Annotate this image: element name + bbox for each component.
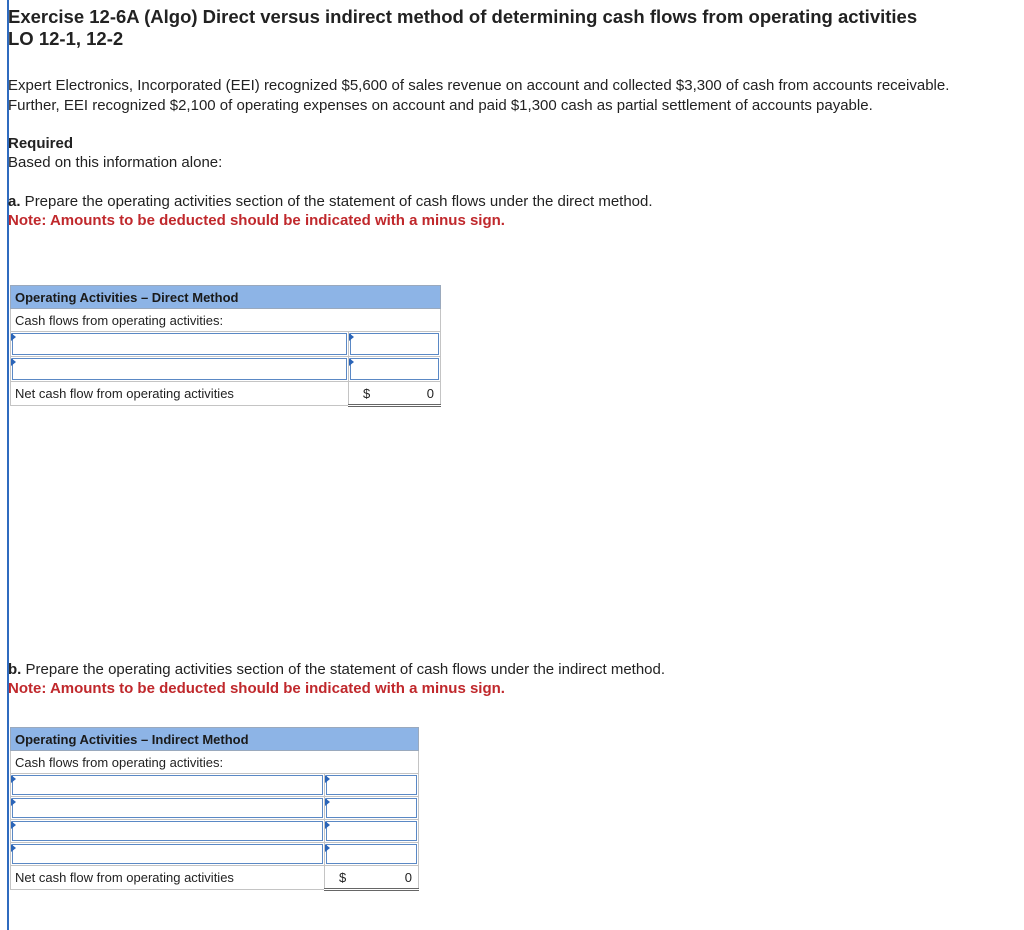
part-b-letter: b. xyxy=(8,661,22,678)
dropdown-flag-icon xyxy=(11,844,16,852)
problem-text: Expert Electronics, Incorporated (EEI) recognized $5,600 of sales revenue on account and collected $3,300 of cash from accounts receivable. Further, EEI recognized $2,100 of operating expenses on account and paid $1,300 cash as partial settlement of accounts payable. xyxy=(8,77,950,114)
indirect-row1-amount-input[interactable] xyxy=(325,774,419,797)
indirect-table-header: Operating Activities – Indirect Method xyxy=(11,728,419,751)
indirect-method-table xyxy=(10,727,419,891)
table-header-row xyxy=(11,286,441,309)
part-a-note: Note: Amounts to be deducted should be indicated with a minus sign. xyxy=(8,212,505,229)
table-row xyxy=(11,797,419,820)
part-b-text: Prepare the operating activities section of the statement of cash flows under the indirect method. xyxy=(21,661,666,678)
indirect-total-value: 0 xyxy=(404,869,412,885)
indirect-row1-label-input[interactable] xyxy=(11,774,325,797)
dropdown-flag-icon xyxy=(325,775,330,783)
direct-total-label: Net cash flow from operating activities xyxy=(11,382,349,406)
dropdown-flag-icon xyxy=(325,798,330,806)
direct-row1-label-input[interactable] xyxy=(11,332,349,357)
required-body: Based on this information alone: xyxy=(8,154,223,171)
table-row xyxy=(11,332,441,357)
table-subheader-row xyxy=(11,751,419,774)
direct-total-value: 0 xyxy=(426,385,435,401)
dropdown-flag-icon xyxy=(11,333,16,341)
part-b-instruction xyxy=(8,660,1008,679)
direct-row1-amount-input[interactable] xyxy=(349,332,441,357)
part-b-section xyxy=(8,660,1008,698)
indirect-row4-amount-input[interactable] xyxy=(325,843,419,866)
indirect-row3-label-input[interactable] xyxy=(11,820,325,843)
table-row xyxy=(11,820,419,843)
indirect-table-subheader: Cash flows from operating activities: xyxy=(11,751,419,774)
dropdown-flag-icon xyxy=(11,821,16,829)
dropdown-flag-icon xyxy=(325,844,330,852)
direct-total-currency: $ xyxy=(363,385,371,401)
direct-method-table xyxy=(10,285,441,407)
table-row xyxy=(11,357,441,382)
direct-table-header: Operating Activities – Direct Method xyxy=(11,286,441,309)
part-a-instruction xyxy=(8,192,1008,211)
exercise-title-line1: Exercise 12-6A (Algo) Direct versus indirect method of determining cash flows from operating activities xyxy=(8,6,918,27)
indirect-row3-amount-input[interactable] xyxy=(325,820,419,843)
indirect-row2-label-input[interactable] xyxy=(11,797,325,820)
indirect-total-currency: $ xyxy=(339,869,347,885)
table-subheader-row xyxy=(11,309,441,332)
direct-row2-amount-input[interactable] xyxy=(349,357,441,382)
exercise-content xyxy=(8,0,1008,230)
dropdown-flag-icon xyxy=(11,775,16,783)
table-row xyxy=(11,774,419,797)
part-b-note: Note: Amounts to be deducted should be indicated with a minus sign. xyxy=(8,680,505,697)
part-a-letter: a. xyxy=(8,193,21,210)
direct-table-subheader: Cash flows from operating activities: xyxy=(11,309,441,332)
direct-total-amount xyxy=(349,382,441,406)
indirect-row2-amount-input[interactable] xyxy=(325,797,419,820)
exercise-title-line2: LO 12-1, 12-2 xyxy=(8,28,124,49)
dropdown-flag-icon xyxy=(325,821,330,829)
total-row xyxy=(11,382,441,406)
exercise-title xyxy=(8,0,1008,50)
table-row xyxy=(11,843,419,866)
dropdown-flag-icon xyxy=(349,333,354,341)
dropdown-flag-icon xyxy=(349,358,354,366)
indirect-row4-label-input[interactable] xyxy=(11,843,325,866)
part-a-text: Prepare the operating activities section of the statement of cash flows under the direct method. xyxy=(20,193,653,210)
table-header-row xyxy=(11,728,419,751)
direct-row2-label-input[interactable] xyxy=(11,357,349,382)
dropdown-flag-icon xyxy=(11,798,16,806)
indirect-total-label: Net cash flow from operating activities xyxy=(11,866,325,890)
indirect-total-amount xyxy=(325,866,419,890)
total-row xyxy=(11,866,419,890)
dropdown-flag-icon xyxy=(11,358,16,366)
required-heading: Required xyxy=(8,135,74,152)
